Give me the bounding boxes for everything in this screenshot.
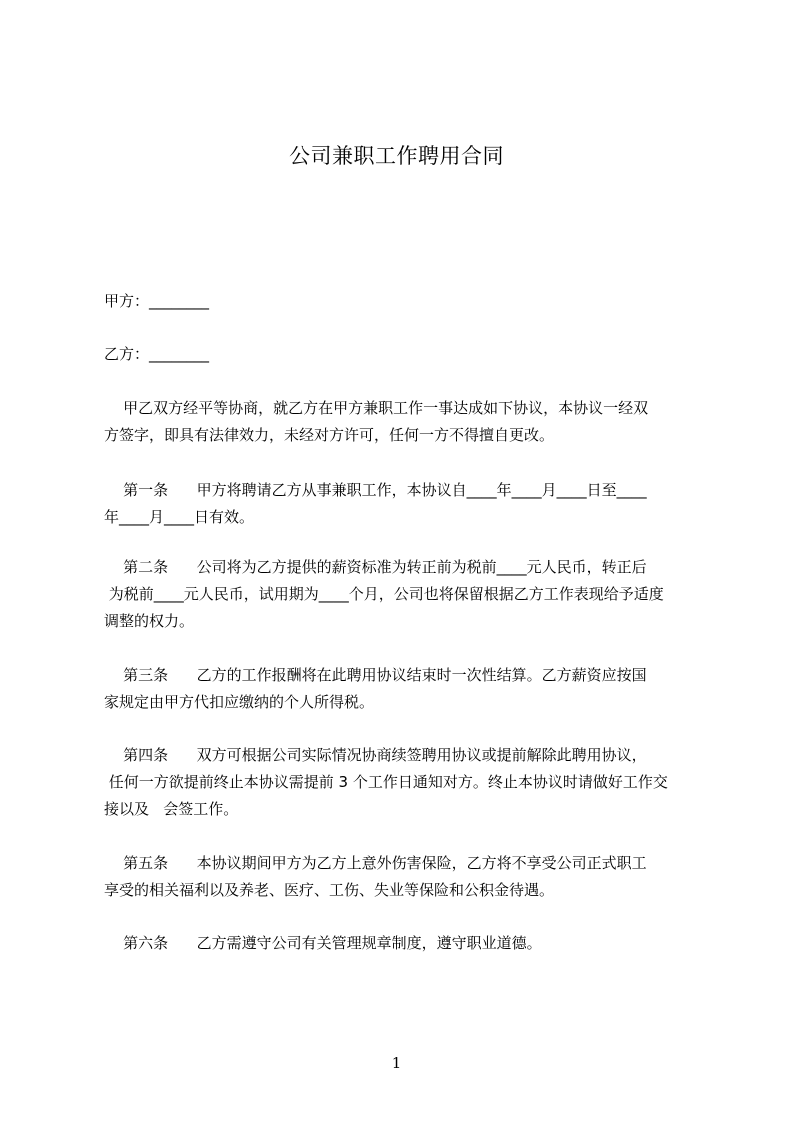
- article-3-line-2: 家规定由甲方代扣应缴纳的个人所得税。: [104, 693, 375, 711]
- article-5-line-2: 享受的相关福利以及养老、医疗、工伤、失业等保险和公积金待遇。: [104, 881, 555, 899]
- intro-line-1: 甲乙双方经平等协商，就乙方在甲方兼职工作一事达成如下协议，本协议一经双: [104, 399, 649, 417]
- article-6-line: 第六条 乙方需遵守公司有关管理规章制度，遵守职业道德。: [104, 934, 542, 952]
- article-1-line-2: 年____月____日有效。: [104, 508, 255, 526]
- party-a-line: 甲方：________: [104, 292, 210, 310]
- article-4-line-2: 任何一方欲提前终止本协议需提前 3 个工作日通知对方。终止本协议时请做好工作交: [104, 773, 668, 791]
- article-3-line-1: 第三条 乙方的工作报酬将在此聘用协议结束时一次性结算。乙方薪资应按国: [104, 666, 647, 684]
- page-number: 1: [391, 1054, 402, 1072]
- article-1-line-1: 第一条 甲方将聘请乙方从事兼职工作，本协议自____年____月____日至____: [104, 481, 647, 499]
- article-5-line-1: 第五条 本协议期间甲方为乙方上意外伤害保险，乙方将不享受公司正式职工: [104, 854, 647, 872]
- article-4-line-1: 第四条 双方可根据公司实际情况协商续签聘用协议或提前解除此聘用协议，: [104, 746, 647, 764]
- article-2-line-1: 第二条 公司将为乙方提供的薪资标准为转正前为税前____元人民币，转正后: [104, 558, 647, 576]
- page-title: 公司兼职工作聘用合同: [289, 144, 504, 168]
- article-4-line-3: 接以及 会签工作。: [104, 800, 239, 818]
- article-2-line-2: 为税前____元人民币，试用期为____个月，公司也将保留根据乙方工作表现给予适度: [104, 585, 664, 603]
- party-b-line: 乙方：________: [104, 345, 210, 363]
- intro-line-2: 方签字，即具有法律效力，未经对方许可，任何一方不得擅自更改。: [104, 426, 555, 444]
- article-2-line-3: 调整的权力。: [104, 612, 195, 630]
